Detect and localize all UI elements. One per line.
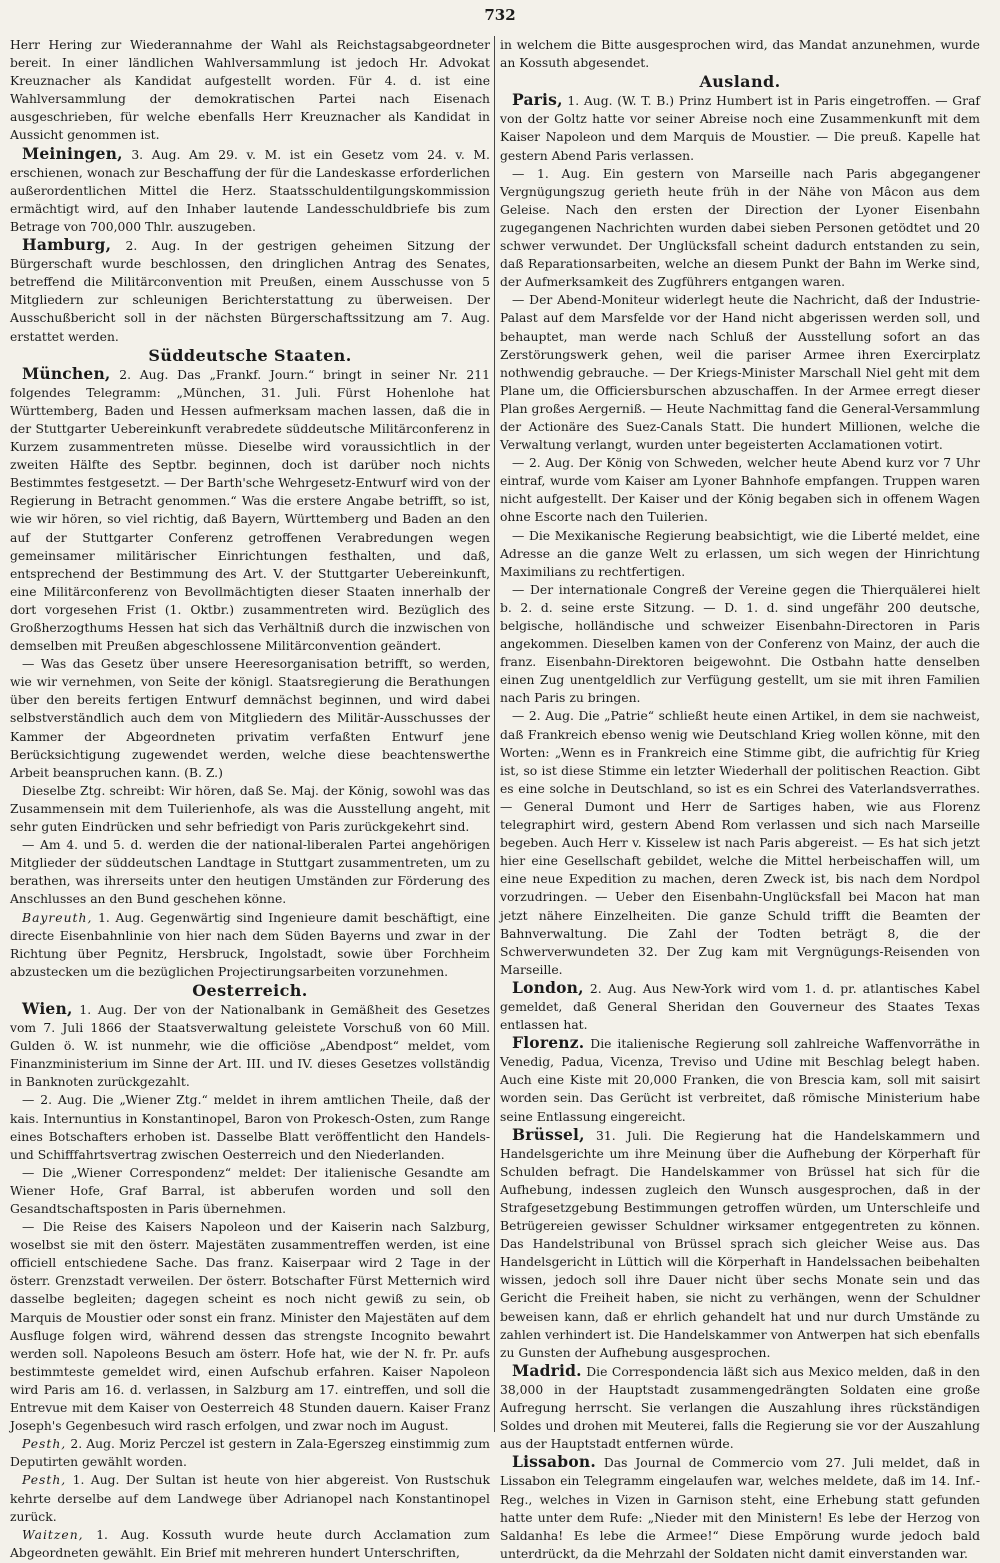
article-text: 2. Aug. Aus New-York wird vom 1. d. pr. atlantisches Kabel gemeldet, daß General Sheridan den Gouverneur des Staates Texas entlassen hat. [500, 981, 980, 1033]
article-pesth-2 [10, 1471, 490, 1525]
section-heading: Oesterreich. [192, 980, 308, 1000]
article-london [500, 979, 980, 1034]
article-text: 3. Aug. Am 29. v. M. ist ein Gesetz vom 24. v. M. erschienen, wonach zur Beschaffung der für die Landeskasse erforderlichen außerordentlichen Mittel die Herz. Staatsschuldentilgungskommission ermächtigt wird, auf den Inhaber lautende Landesschuldbriefe bis zum Betrage von 700,000 Thlr. auszugeben. [10, 147, 490, 234]
dateline-place: Brüssel, [512, 1124, 585, 1144]
article-bruessel [500, 1126, 980, 1362]
article-wien [10, 1000, 490, 1091]
paragraph: — Die Reise des Kaisers Napoleon und der Kaiserin nach Salzburg, woselbst sie mit den österr. Majestäten zusammentreffen werden, ist eine officiell entschiedene Sache. Das franz. Kaiserpaar wird 2 Tage in der österr. Grenzstadt verweilen. Der österr. Botschafter Fürst Metternich wird dasselbe begleiten; dagegen scheint es noch nicht gewiß zu sein, ob Marquis de Moustier oder sonst ein franz. Minister den Majestäten auf dem Ausfluge folgen wird, während dessen das strengste Incognito bewahrt werden soll. Napoleons Besuch am österr. Hofe hat, wie der N. fr. Pr. aufs bestimmteste gemeldet wird, einen Aufschub erfahren. Kaiser Napoleon wird Paris am 16. d. verlassen, in Salzburg am 17. eintreffen, und soll die Entrevue mit dem Kaiser von Oesterreich 48 Stunden dauern. Kaiser Franz Joseph's Gegenbesuch wird rasch erfolgen, und zwar noch im August. [10, 1220, 490, 1434]
article-text: Die italienische Regierung soll zahlreiche Waffenvorräthe in Venedig, Padua, Vicenza, Treviso und Udine mit Beschlag belegt haben. Auch eine Kiste mit 20,000 Franken, die von Brescia kam, soll mit saisirt worden sein. Das Gerücht ist verbreitet, daß römische Ministerium habe seine Entlassung eingereicht. [500, 1037, 980, 1124]
article-hamburg [10, 236, 490, 346]
dateline-place: Florenz. [512, 1033, 585, 1053]
paragraph: Dieselbe Ztg. schreibt: Wir hören, daß Se. Maj. der König, sowohl was das Zusammensein mit dem Tuilerienhofe, als was die Ausstellung angeht, mit sehr guten Eindrücken und sehr befriedigt von Paris zurückgekehrt sind. [10, 783, 490, 835]
section-heading: Süddeutsche Staaten. [148, 345, 352, 365]
article-text: 1. Aug. (W. T. B.) Prinz Humbert ist in Paris eingetroffen. — Graf von der Goltz hatte vor seiner Abreise noch eine Zusammenkunft mit dem Kaiser Napoleon und dem Marquis de Moustier. — Die preuß. Kapelle hat gestern Abend Paris verlassen. [500, 94, 980, 163]
article-pesth [10, 1435, 490, 1471]
paragraph: — Die Mexikanische Regierung beabsichtigt, wie die Liberté meldet, eine Adresse an die ganze Welt zu erlassen, um sich wegen der Hinrichtung Maximilians zu rechtfertigen. [500, 528, 980, 579]
dateline-place: Lissabon. [512, 1452, 596, 1472]
paragraph: — 2. Aug. Der König von Schweden, welcher heute Abend kurz vor 7 Uhr eintraf, wurde vom Kaiser am Lyoner Bahnhofe empfangen. Truppen waren nicht aufgestellt. Der Kaiser und der König begaben sich in offenem Wagen ohne Escorte nach den Tuilerien. [500, 456, 980, 525]
right-column [500, 36, 980, 1561]
article-text: 2. Aug. Das „Frankf. Journ.“ bringt in seiner Nr. 211 folgendes Telegramm: „München, 31. Juli. Fürst Hohenlohe hat Württemberg, Baden und Hessen aufmerksam machen lassen, daß die in der Stuttgarter Uebereinkunft verabredete süddeutsche Militärconferenz in Kurzem zusammentreten müsse. Dieselbe wird voraussichtlich in der zweiten Hälfte des Septbr. beginnen, doch ist darüber noch nichts Bestimmtes festgesetzt. — Der Barth'sche Wehrgesetz-Entwurf wird von der Regierung in Betracht genommen.“ Was die erstere Angabe betrifft, so ist, wie wir hören, so viel richtig, daß Bayern, Württemberg und Baden an den auf der Stuttgarter Conferenz getroffenen Verabredungen wegen gemeinsamer militärischer Einrichtungen festhalten, und daß, entsprechend der Bestimmung des Art. V. der Stuttgarter Uebereinkunft, eine Militärconferenz von Bevollmächtigten dieser Staaten innerhalb der dort vorgesehen Frist (1. Oktbr.) zusammentreten wird. Bezüglich des Großherzogthums Hessen hat sich das Verhältniß durch die inzwischen von demselben mit Preußen abgeschlossene Militärconvention geändert. [10, 367, 490, 654]
paragraph: — Der Abend-Moniteur widerlegt heute die Nachricht, daß der Industrie-Palast auf dem Marsfelde vor der Hand nicht abgerissen werden soll, und behauptet, man werde nach Schluß der Ausstellung sofort an das Zerstörungswerk gehen, weil die pariser Armee ihren Exercirplatz nothwendig gebrauche. — Der Kriegs-Minister Marschall Niel geht mit dem Plane um, die Officiersburschen abzuschaffen. In der Armee erregt dieser Plan großes Aergerniß. — Heute Nachmittag fand die General-Versammlung der Actionäre des Suez-Canals Statt. Die hundert Millionen, welche die Verwaltung verlangt, wurden unter begeisterten Acclamationen votirt. [500, 293, 980, 453]
article-text: 2. Aug. In der gestrigen geheimen Sitzung der Bürgerschaft wurde beschlossen, den dringlichen Antrag des Senates, betreffend die Militärconvention mit Preußen, einem Ausschusse von 5 Mitgliedern zur schleunigen Berichterstattung zu überweisen. Der Ausschußbericht soll in der nächsten Bürgerschaftssitzung am 7. Aug. erstattet werden. [10, 239, 490, 344]
dateline-place: München, [22, 363, 111, 383]
article-waitzen [10, 1526, 490, 1562]
dateline-place: Pesth, [22, 1473, 67, 1488]
article-text: 1. Aug. Kossuth wurde heute durch Acclamation zum Abgeordneten gewählt. Ein Brief mit mehreren hundert Unterschriften, [10, 1527, 490, 1560]
dateline-place: Hamburg, [22, 235, 112, 255]
article-paris [500, 91, 980, 164]
paragraph: — 2. Aug. Die „Patrie“ schließt heute einen Artikel, in dem sie nachweist, daß Frankreich ebenso wenig wie Deutschland Krieg wollen könne, mit den Worten: „Wenn es in Frankreich eine Stimme gibt, die aufrichtig für Krieg ist, so ist diese Stimme ein letzter Wiederhall der politischen Reaction. Gibt es eine solche in Deutschland, so ist es ein Schrei des Vaterlandsverrathes. — General Dumont und Herr de Sartiges haben, wie aus Florenz telegraphirt wird, gestern Abend Rom verlassen und sich nach Marseille begeben. Auch Herr v. Kisselew ist nach Paris abgereist. — Es hat sich jetzt hier eine Gesellschaft gebildet, welche die Mittel herbeischaffen will, um eine neue Expedition zu machen, deren Zweck ist, bis nach dem Nordpol vorzudringen. — Ueber den Eisenbahn-Unglücksfall bei Macon hat man jetzt nähere Einzelheiten. Die ganze Schuld trifft die Beamten der Bahnverwaltung. Die Zahl der Todten beträgt 8, die der Schwerverwundeten 32. Der Zug kam mit Vergnügungs-Reisenden von Marseille. [500, 709, 980, 977]
article-madrid [500, 1362, 980, 1453]
column-divider [494, 36, 495, 1432]
paragraph: — Die „Wiener Correspondenz“ meldet: Der italienische Gesandte am Wiener Hofe, Graf Barral, ist abberufen worden und soll den Gesandtschaftsposten in Paris übernehmen. [10, 1165, 490, 1216]
dateline-place: Madrid. [512, 1360, 582, 1380]
article-lissabon [500, 1453, 980, 1563]
paragraph: — 2. Aug. Die „Wiener Ztg.“ meldet in ihrem amtlichen Theile, daß der kais. Internuntius in Konstantinopel, Baron von Prokesch-Osten, zum Range eines Botschafters erhoben ist. Dasselbe Blatt veröffentlicht den Handels- und Schifffahrtsvertrag zwischen Oesterreich und den Niederlanden. [10, 1093, 490, 1162]
paragraph: — Am 4. und 5. d. werden die der national-liberalen Partei angehörigen Mitglieder der süddeutschen Landtage in Stuttgart zusammentreten, um zu berathen, was ihrerseits unter den heutigen Umständen zur Förderung des Anschlusses an den Bund geschehen könne. [10, 838, 490, 907]
paragraph: — 1. Aug. Ein gestern von Marseille nach Paris abgegangener Vergnügungszug gerieth heute früh in der Nähe von Mâcon aus dem Geleise. Nach den ersten der Direction der Lyoner Eisenbahn zugegangenen Nachrichten wurden dabei sieben Personen getödtet und 20 schwer verwundet. Der Unglücksfall scheint dadurch entstanden zu sein, daß Reparationsarbeiten, welche an diesem Punkt der Bahn im Werke sind, der Aufmerksamkeit des Zugführers entgangen waren. [500, 166, 980, 290]
dateline-place: Wien, [22, 998, 73, 1018]
dateline-place: Waitzen, [22, 1527, 84, 1542]
dateline-place: Bayreuth, [22, 910, 93, 925]
dateline-place: Meiningen, [22, 143, 123, 163]
article-text: 31. Juli. Die Regierung hat die Handelskammern und Handelsgerichte um ihre Meinung über die Aufhebung der Körperhaft für Schulden befragt. Die Handelskammer von Brüssel hat sich für die Aufhebung, indessen zugleich den Wunsch ausgesprochen, daß in der Strafgesetzgebung Bestimmungen getroffen würden, um Unterschleife und Betrügereien gewisser Schuldner wirksamer entgegentreten zu können. Das Handelstribunal von Brüssel sprach sich gleicher Weise aus. Das Handelsgericht in Lüttich will die Körperhaft in Handelssachen beibehalten wissen, jedoch soll ihre Dauer nicht über sechs Monate sein und das Gericht die Freiheit haben, sie nicht zu verhängen, wenn der Schuldner beweisen kann, daß er ehrlich gehandelt hat und nur durch Umstände zu zahlen verhindert ist. Die Handelskammer von Antwerpen hat sich ebenfalls zu Gunsten der Aufhebung ausgesprochen. [500, 1128, 980, 1360]
section-heading: Ausland. [699, 72, 781, 92]
paragraph: — Der internationale Congreß der Vereine gegen die Thierquälerei hielt b. 2. d. seine erste Sitzung. — D. 1. d. sind ungefähr 200 deutsche, belgische, holländische und schweizer Eisenbahn-Directoren in Paris angekommen. Dieselben kamen von der Conferenz von Mainz, der auch die franz. Eisenbahn-Direktoren beigewohnt. Die Ostbahn hatte denselben einen Zug unentgeldlich zur Verfügung gestellt, um sie mit ihren Familien nach Paris zu bringen. [500, 582, 980, 706]
article-text: 1. Aug. Der Sultan ist heute von hier abgereist. Von Rustschuk kehrte derselbe auf dem Landwege über Adrianopel nach Konstantinopel zurück. [10, 1473, 490, 1524]
paragraph: Herr Hering zur Wiederannahme der Wahl als Reichstagsabgeordneter bereit. In einer ländlichen Wahlversammlung ist jedoch Hr. Advokat Kreuznacher als Kandidat aufgestellt worden. Für 4. d. ist eine Wahlversammlung der demokratischen Partei nach Eisenach ausgeschrieben, für welche ebenfalls Herr Kreuznacher als Kandidat in Aussicht genommen ist. [10, 38, 490, 143]
article-text: 2. Aug. Moriz Perczel ist gestern in Zala-Egerszeg einstimmig zum Deputirten gewählt worden. [10, 1437, 490, 1470]
article-text: 1. Aug. Der von der Nationalbank in Gemäßheit des Gesetzes vom 7. Juli 1866 der Staatsverwaltung geleistete Vorschuß von 60 Mill. Gulden ö. W. ist nunmehr, wie die officiöse „Abendpost“ meldet, vom Finanzministerium im Sinne der Art. III. und IV. dieses Gesetzes vollständig in Banknoten zurückgezahlt. [10, 1002, 490, 1090]
paragraph: — Was das Gesetz über unsere Heeresorganisation betrifft, so werden, wie wir vernehmen, von Seite der königl. Staatsregierung die Berathungen über den bereits fertigen Entwurf demnächst beginnen, und wird dabei selbstverständlich auch dem von Mitgliedern des Militär-Ausschusses der Kammer der Abgeordneten privatim verfaßten Entwurf jene Berücksichtigung zugewendet werden, welche diese beachtenswerthe Arbeit beanspruchen kann. (B. Z.) [10, 657, 490, 780]
article-text: 1. Aug. Gegenwärtig sind Ingenieure damit beschäftigt, eine directe Eisenbahnlinie von hier nach dem Süden Bayerns und zwar in der Richtung über Pegnitz, Hersbruck, Ingolstadt, sowie über Forchheim abzustecken um die bezüglichen Projectirungsarbeiten vorzunehmen. [10, 910, 490, 979]
page-number: 732 [484, 6, 516, 24]
article-text: Die Correspondencia läßt sich aus Mexico melden, daß in den 38,000 in der Hauptstadt zusammengedrängten Soldaten eine große Aufregung herrscht. Sie verlangen die Auszahlung ihres rückständigen Soldes und drohen mit Meuterei, falls die Regierung sie vor der Auszahlung aus der Hauptstadt entfernen würde. [500, 1364, 980, 1452]
article-bayreuth [10, 909, 490, 981]
article-florenz [500, 1034, 980, 1125]
dateline-place: London, [512, 977, 584, 997]
article-text: Das Journal de Commercio vom 27. Juli meldet, daß in Lissabon ein Telegramm eingelaufen war, welches meldete, daß im 14. Inf.-Reg., welches in Vizen in Garnison steht, eine Erhebung statt gefunden hatte unter dem Rufe: „Nieder mit den Ministern! Es lebe der Herzog von Saldanha! Es lebe die Armee!“ Diese Empörung wurde jedoch bald unterdrückt, da die Mehrzahl der Soldaten nicht damit einverstanden war. [500, 1456, 980, 1561]
dateline-place: Paris, [512, 90, 563, 110]
paragraph: in welchem die Bitte ausgesprochen wird, das Mandat anzunehmen, wurde an Kossuth abgesendet. [500, 38, 980, 71]
article-muenchen [10, 365, 490, 656]
left-column [10, 36, 490, 1560]
dateline-place: Pesth, [22, 1437, 67, 1452]
article-meiningen [10, 145, 490, 236]
